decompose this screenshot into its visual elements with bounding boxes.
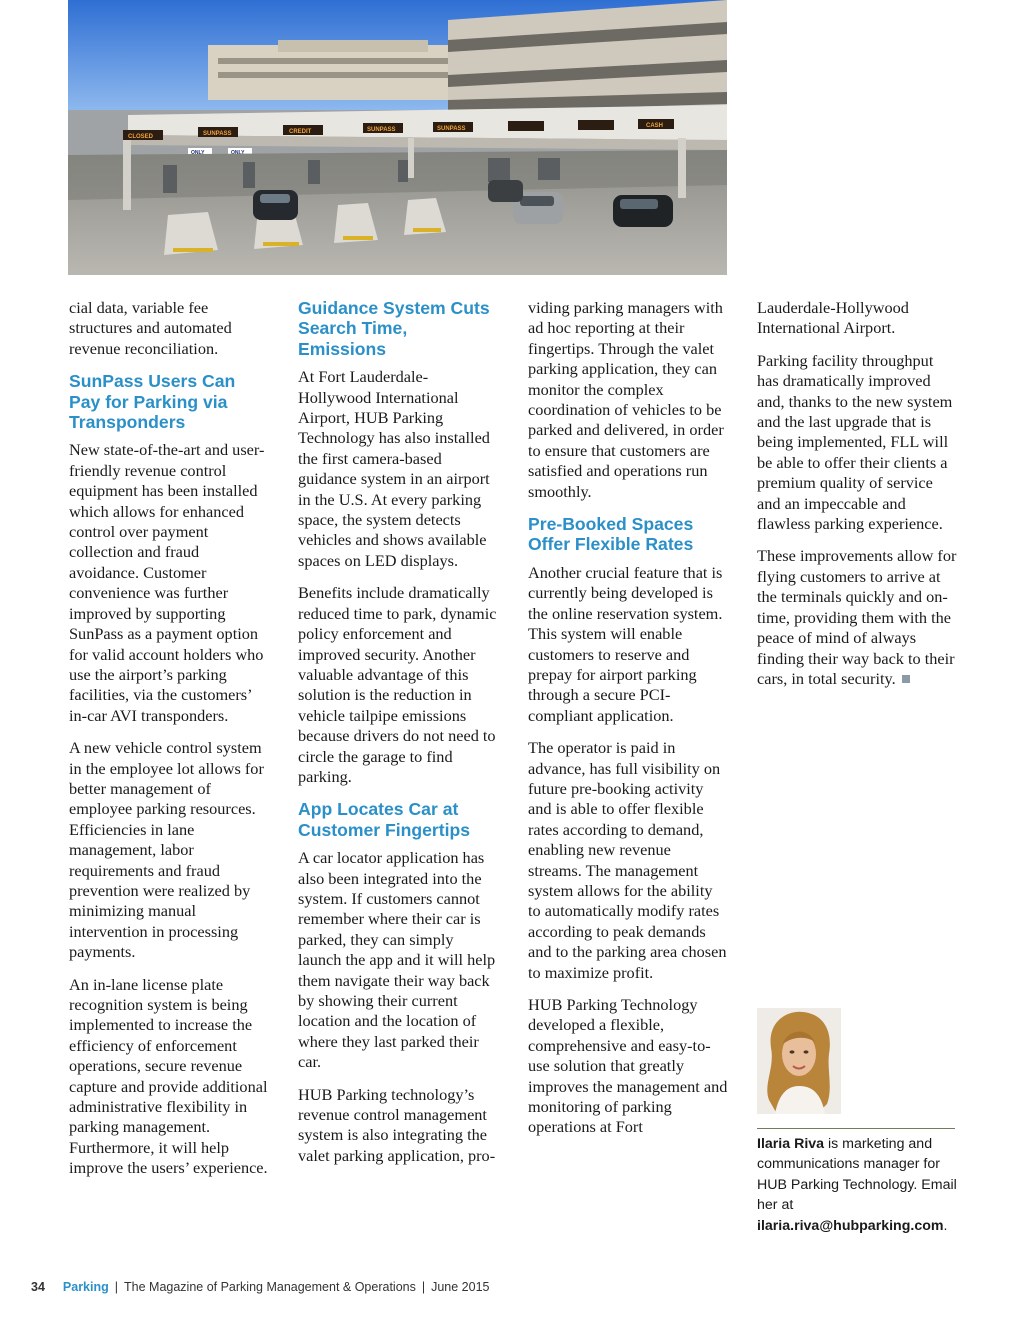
author-bio-text: is marketing and communications manager for HUB Parking Technology. Email her at xyxy=(757,1136,957,1214)
paragraph: Another crucial feature that is currently being developed is the online reservation system. This system will enable customers to reserve and prepay for airport parking through a secure PCI-compliant application. xyxy=(528,562,723,725)
sign-text: CASH xyxy=(646,123,664,129)
issue-date: June 2015 xyxy=(431,1280,490,1294)
sign-text: SUNPASS xyxy=(203,131,232,137)
paragraph: A new vehicle control system in the employee lot allows for better management of employee parking resources. Efficiencies in lane management, labor requirements and fraud prevention were realized by minimizing manual intervention in processing payments. xyxy=(69,738,264,962)
author-bio-suffix: . xyxy=(943,1217,948,1234)
footer-separator: | xyxy=(114,1280,119,1294)
sign-text: SUNPASS xyxy=(437,126,466,132)
author-bio xyxy=(757,1134,962,1236)
section-heading: App Locates Car at Customer Fingertips xyxy=(298,799,471,840)
paragraph: At Fort Lauderdale-Hollywood International Airport, HUB Parking Technology has also installed the first camera-based guidance system in an airport in the U.S. At every parking space, the system detects vehicles and shows available spaces on LED displays. xyxy=(298,367,490,570)
article-column-4 xyxy=(757,298,957,701)
lane-label: ONLY xyxy=(191,150,205,156)
paragraph: An in-lane license plate recognition system is being implemented to increase the efficiency of enforcement operations, secure revenue capture and provide additional administrative flexibility in parking management. Furthermore, it will help improve the users’ experience. xyxy=(69,974,268,1178)
paragraph: cial data, variable fee structures and automated revenue reconciliation. xyxy=(69,298,232,358)
author-photo xyxy=(757,1008,841,1114)
page-number: 34 xyxy=(31,1280,45,1294)
section-heading: Pre-Booked Spaces Offer Flexible Rates xyxy=(528,514,694,555)
lane-label: ONLY xyxy=(231,150,245,156)
magazine-tagline: The Magazine of Parking Management & Operations xyxy=(124,1280,416,1294)
sign-text: CREDIT xyxy=(289,129,312,135)
author-portrait-illustration xyxy=(757,1008,841,1114)
sign-text: CLOSED xyxy=(128,134,154,140)
footer-separator: | xyxy=(421,1280,426,1294)
section-heading: Guidance System Cuts Search Time, Emissions xyxy=(298,298,490,359)
paragraph: Benefits include dramatically reduced time to park, dynamic policy enforcement and improved security. Another valuable advantage of this solution is the reduction in vehicle tailpipe emissions because drivers do not need to circle the garage to find parking. xyxy=(298,583,497,786)
author-name: Ilaria Riva xyxy=(757,1136,825,1152)
page-footer xyxy=(31,1280,489,1294)
end-of-article-square-icon xyxy=(902,675,910,683)
paragraph: The operator is paid in advance, has full visibility on future pre-booking activity and is able to offer flexible rates according to demand, enabling new revenue streams. The management system allows for the ability to automatically modify rates according to peak demands and to the parking area chosen to maximize profit. xyxy=(528,738,727,982)
article-column-2 xyxy=(298,298,498,1178)
paragraph-text: These improvements allow for flying customers to arrive at the terminals quickly and on-time, providing them with the peace of mind of always finding their way back to their cars, in total security. xyxy=(757,546,957,688)
article-column-1 xyxy=(69,298,269,1191)
parking-plaza-photo xyxy=(68,0,727,275)
article-column-3 xyxy=(528,298,728,1150)
paragraph: viding parking managers with ad hoc reporting at their fingertips. Through the valet parking application, they can monitor the complex coordination of vehicles to be parked and delivered, in order to ensure that customers are satisfied and operations run smoothly. xyxy=(528,298,724,501)
paragraph: New state-of-the-art and user-friendly revenue control equipment has been installed which allows for enhanced control over payment collection and fraud avoidance. Customer convenience was further improved by supporting SunPass as a payment option for valid account holders who use the airport’s parking facilities, via the customers’ in-car AVI transponders. xyxy=(69,440,265,725)
paragraph xyxy=(757,546,957,689)
sign-text: SUNPASS xyxy=(367,127,396,133)
magazine-brand: Parking xyxy=(62,1280,109,1294)
author-email-link[interactable]: ilaria.riva@hubparking.com xyxy=(757,1217,944,1234)
paragraph: A car locator application has also been integrated into the system. If customers cannot remember where their car is parked, they can simply launch the app and it will help them navigate their way back by showing their current location and the location of where they last parked their car. xyxy=(298,848,496,1072)
paragraph: HUB Parking technology’s revenue control management system is also integrating the valet parking application, pro- xyxy=(298,1084,496,1165)
paragraph: Parking facility throughput has dramatically improved and, thanks to the new system and the last upgrade that is being implemented, FLL will be able to offer their clients a premium quality of service and an impeccable and flawless parking experience. xyxy=(757,350,953,534)
section-heading: SunPass Users Can Pay for Parking via Transponders xyxy=(69,371,236,433)
paragraph: Lauderdale-Hollywood International Airport. xyxy=(757,298,909,338)
paragraph: HUB Parking Technology developed a flexible, comprehensive and easy-to-use solution that greatly improves the management and monitoring of parking operations at Fort xyxy=(528,995,728,1137)
divider xyxy=(757,1128,955,1129)
photo-illustration xyxy=(68,0,727,275)
